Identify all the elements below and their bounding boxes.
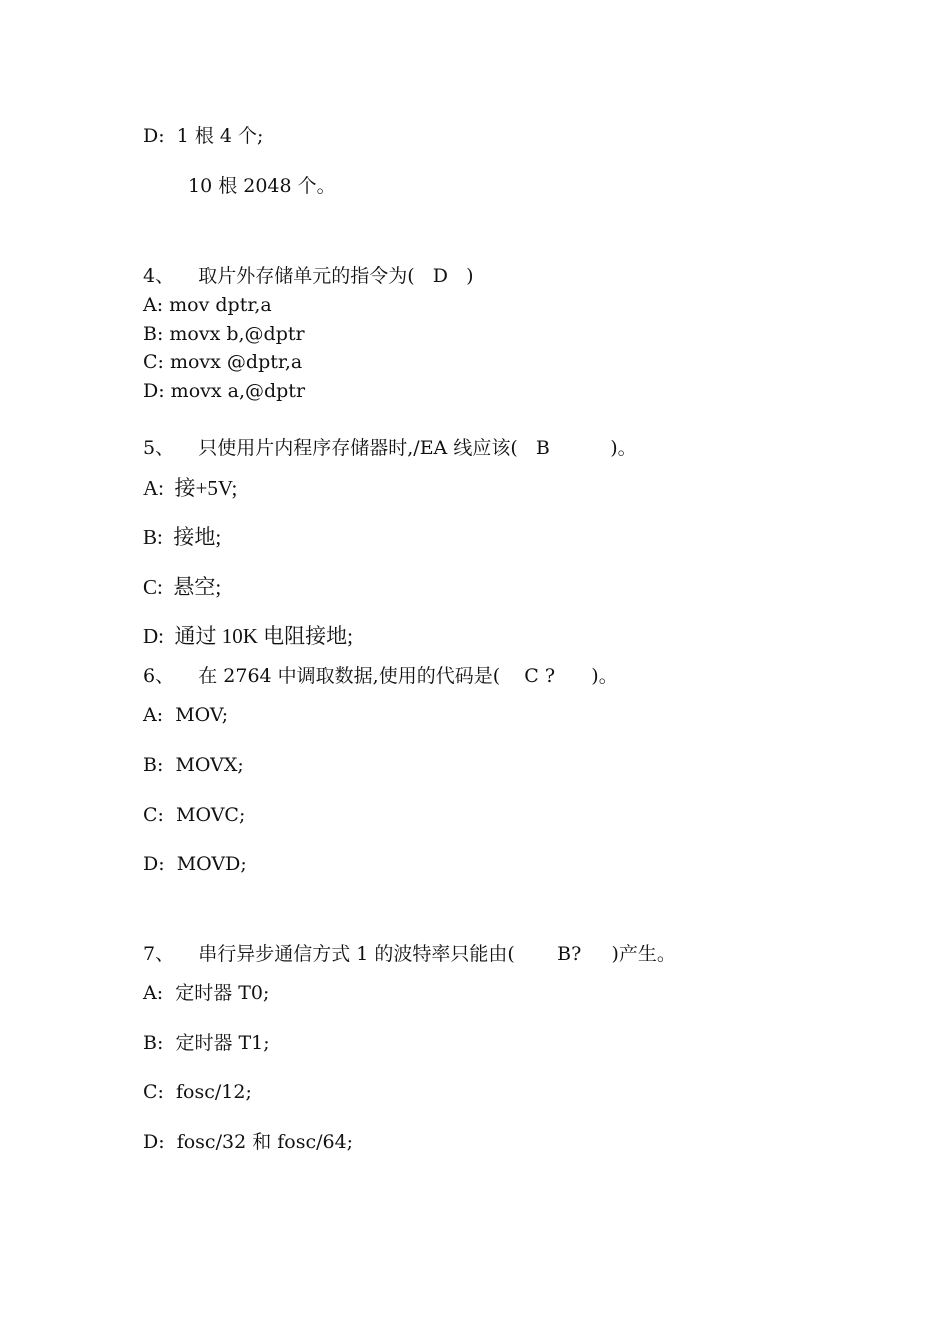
question-7: 7、 串行异步通信方式 1 的波特率只能由( B? )产生。 (143, 943, 676, 965)
question-6-option-d: D: MOVD; (143, 853, 247, 875)
question-5-option-a: A: 接+5V; (143, 476, 238, 500)
option-d-q3-line1: D: 1 根 4 个; (143, 125, 264, 147)
question-7-option-c: C: fosc/12; (143, 1081, 252, 1103)
option-d-q3-line2: 10 根 2048 个。 (188, 175, 336, 197)
question-5-option-d: D: 通过 10K 电阻接地; (143, 624, 353, 648)
question-6: 6、 在 2764 中调取数据,使用的代码是( C ? )。 (143, 665, 618, 687)
question-7-option-b: B: 定时器 T1; (143, 1032, 270, 1054)
question-5-option-c: C: 悬空; (143, 575, 222, 599)
question-4-option-b: B: movx b,@dptr (143, 323, 305, 345)
question-6-option-c: C: MOVC; (143, 804, 246, 826)
question-4-option-c: C: movx @dptr,a (143, 351, 303, 373)
question-4: 4、 取片外存储单元的指令为( D ) (143, 265, 474, 287)
question-5-option-b: B: 接地; (143, 525, 222, 549)
question-4-option-d: D: movx a,@dptr (143, 380, 306, 402)
question-5: 5、 只使用片内程序存储器时,/EA 线应该( B )。 (143, 437, 637, 459)
question-7-option-d: D: fosc/32 和 fosc/64; (143, 1131, 354, 1153)
question-4-option-a: A: mov dptr,a (143, 294, 272, 316)
question-7-option-a: A: 定时器 T0; (143, 982, 270, 1004)
question-6-option-b: B: MOVX; (143, 754, 244, 776)
question-6-option-a: A: MOV; (143, 704, 229, 726)
